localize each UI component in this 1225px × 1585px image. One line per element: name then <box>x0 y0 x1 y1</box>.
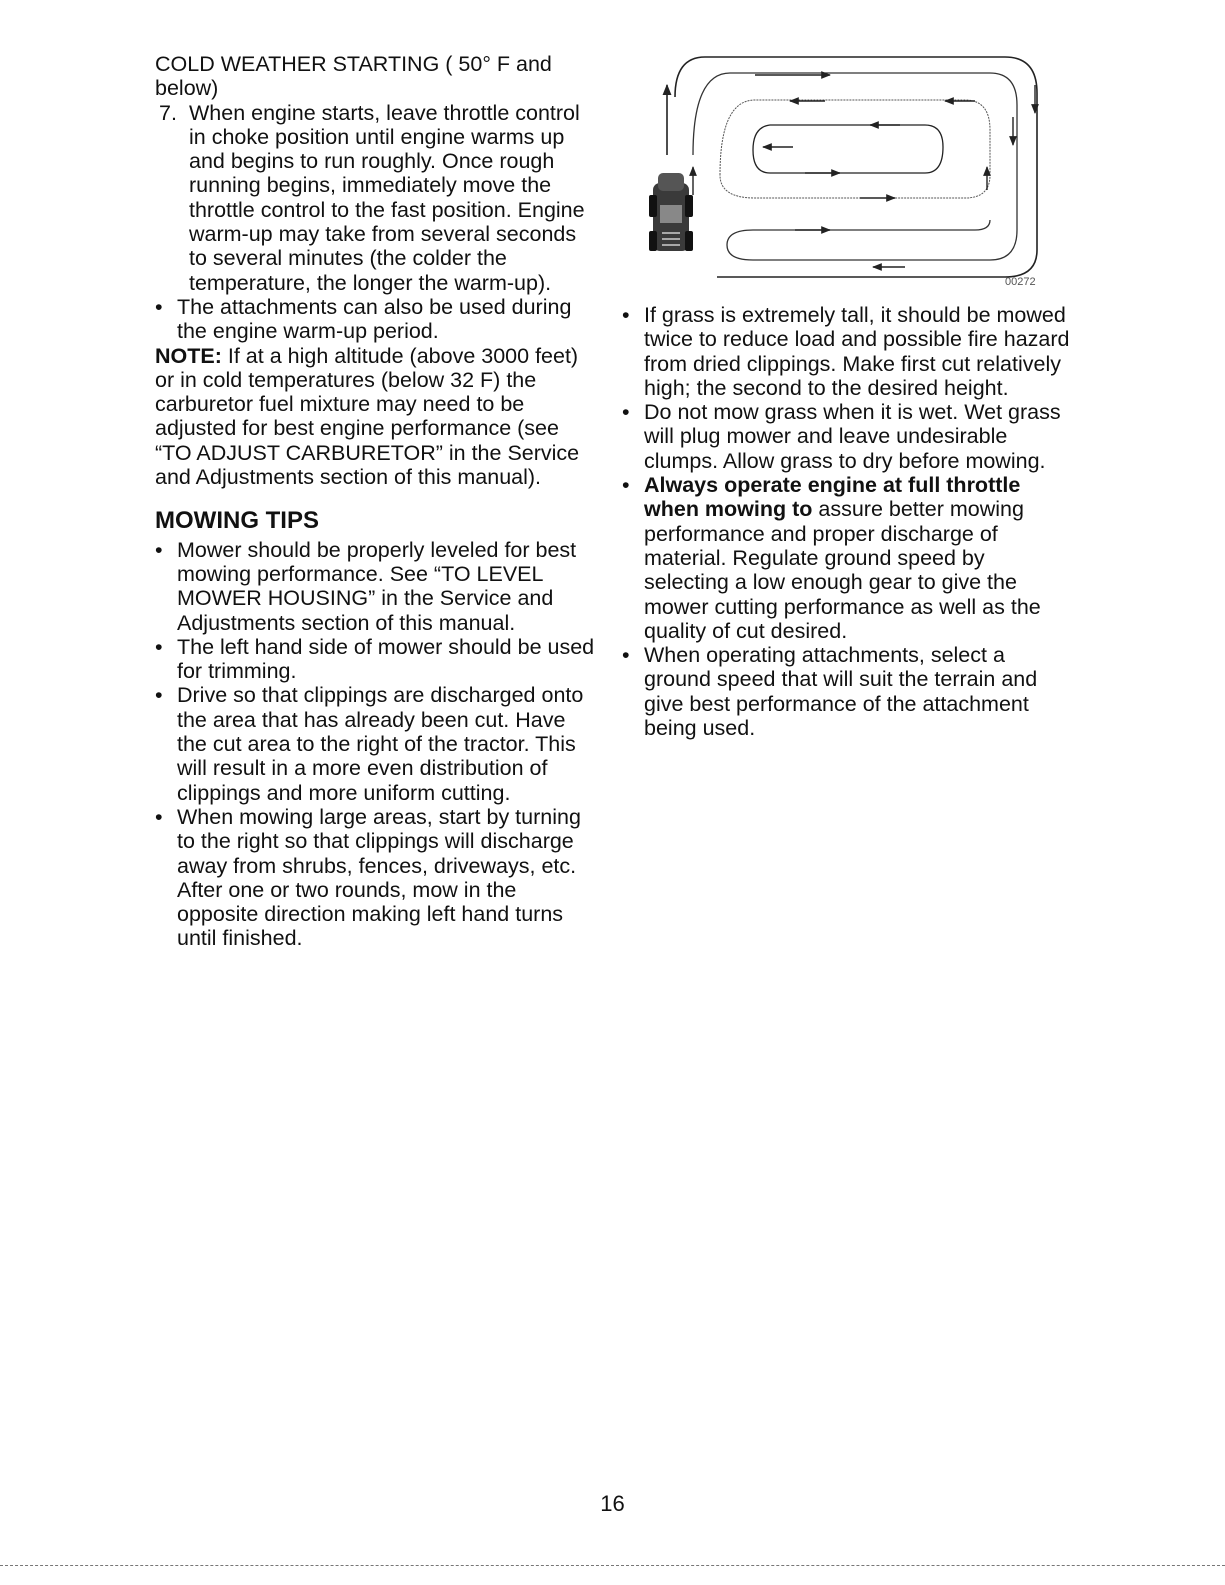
tip-item <box>622 303 1072 400</box>
tip-text: If grass is extremely tall, it should be mowed twice to reduce load and possible fire hazard from dried clippings. Make first cut relatively high; the second to the desired height. <box>644 303 1070 400</box>
step-7 <box>155 101 595 295</box>
third-mowing-path <box>720 100 990 198</box>
right-column <box>622 303 1072 740</box>
throttle-text: assure better mowing performance and proper discharge of material. Regulate ground speed by selecting a low enough gear to give the mower cutting performance as well as the quality of cut desired. <box>644 497 1041 643</box>
tip-item <box>155 538 595 635</box>
bullet-glyph: • <box>155 537 163 562</box>
bullet-glyph: • <box>155 294 163 319</box>
tip-text: When mowing large areas, start by turning to the right so that clippings will discharge away from shrubs, fences, driveways, etc. After one or two rounds, mow in the opposite direction making left hand turns until finished. <box>177 804 581 951</box>
tip-text: The left hand side of mower should be used for trimming. <box>177 634 595 684</box>
tractor-icon <box>649 173 693 251</box>
outer-mowing-path <box>675 57 1037 277</box>
bullet-glyph: • <box>155 683 163 708</box>
left-column <box>155 52 595 951</box>
tip-item <box>155 635 595 684</box>
attachments-bullet-text: The attachments can also be used during the engine warm-up period. <box>177 294 572 344</box>
note-text: If at a high altitude (above 3000 feet) or in cold temperatures (below 32 F) the carburetor fuel mixture may need to be adjusted for best engine performance (see “TO ADJUST CARBURETOR” in the Service and Adjustments section of this manual). <box>155 343 580 490</box>
figure-code: 00272 <box>1005 276 1036 288</box>
tip-text: When operating attachments, select a ground speed that will suit the terrain and give best performance of the attachment being used. <box>644 643 1038 741</box>
step-number: 7. <box>159 100 177 125</box>
throttle-bold-text: Always operate engine at full throttle when mowing to <box>644 473 1021 522</box>
tip-text: Mower should be properly leveled for best mowing performance. See “TO LEVEL MOWER HOUSING” in the Service and Adjustments section of this manual. <box>177 537 577 635</box>
tip-text: Drive so that clippings are discharged onto the area that has already been cut. Have the cut area to the right of the tractor. This will result in a more even distribution of clippings and more uniform cutting. <box>177 683 584 805</box>
tip-item <box>622 400 1072 473</box>
bullet-glyph: • <box>622 473 630 498</box>
mowing-tips-heading: MOWING TIPS <box>155 507 319 535</box>
bullet-glyph: • <box>622 400 630 425</box>
tip-item <box>155 805 595 951</box>
bullet-glyph: • <box>622 303 630 327</box>
tip-item <box>155 683 595 804</box>
tip-text: Do not mow grass when it is wet. Wet grass will plug mower and leave undesirable clumps. Allow grass to dry before mowing. <box>644 400 1061 473</box>
cold-weather-heading: COLD WEATHER STARTING ( 50° F and below) <box>155 52 552 101</box>
bullet-glyph: • <box>155 804 163 829</box>
note-paragraph <box>155 344 595 490</box>
note-label: NOTE: <box>155 343 222 368</box>
mowing-pattern-diagram <box>645 55 1045 290</box>
page-number: 16 <box>600 1491 625 1516</box>
bullet-glyph: • <box>622 643 630 668</box>
bottom-rule <box>0 1565 1225 1566</box>
step-7-text: When engine starts, leave throttle control in choke position until engine warms up and begins to run roughly. Once rough running begins, immediately move the throttle control to the fast position. Engine warm-up may take from several seconds to several minutes (the colder the temperature, the longer the warm-up). <box>189 100 585 295</box>
tip-item <box>622 643 1072 740</box>
bullet-glyph: • <box>155 634 163 659</box>
inner-mowing-path <box>753 125 943 173</box>
tip-item <box>622 473 1072 643</box>
attachments-bullet <box>155 295 595 344</box>
